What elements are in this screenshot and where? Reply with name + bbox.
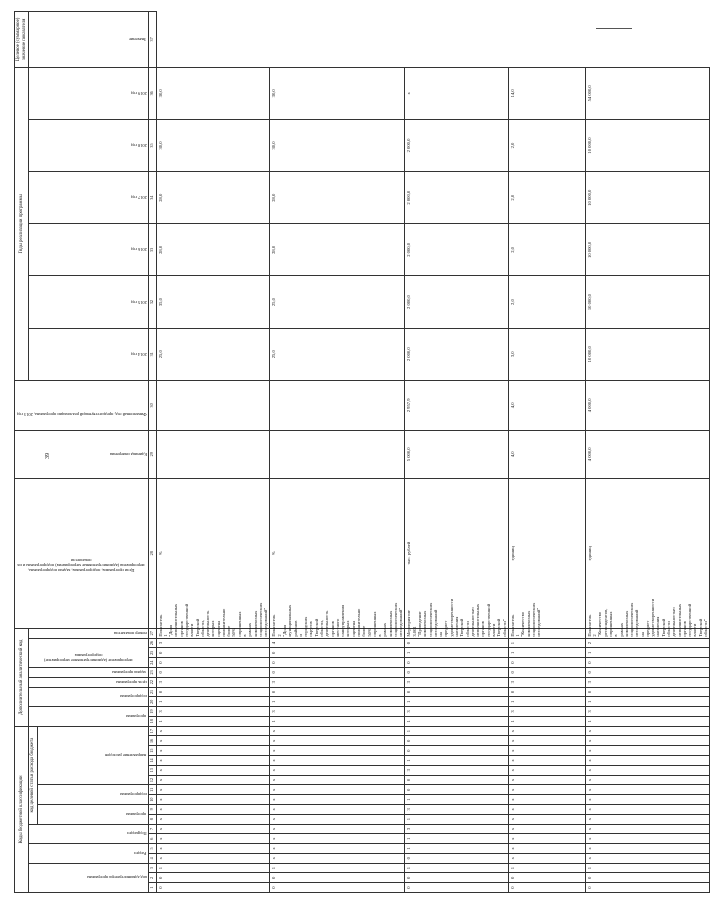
year-value-cell: 25,0	[270, 276, 405, 328]
program-header: программа	[37, 804, 148, 824]
year-2019-header: 2019 год	[29, 67, 149, 119]
code-cell: х	[156, 814, 270, 824]
code-cell: х	[508, 824, 585, 834]
code-cell: 0	[156, 883, 270, 893]
code-cell: 1	[270, 863, 405, 873]
code-cell: х	[156, 765, 270, 775]
code-cell: 3	[405, 765, 508, 775]
code-cell: х	[585, 746, 709, 756]
code-cell: 3	[405, 804, 508, 814]
code-cell: х	[156, 795, 270, 805]
code-cell: х	[156, 804, 270, 814]
code-cell: х	[156, 834, 270, 844]
code-cell: 1	[405, 795, 508, 805]
target-header: Целевое (суммарное) значение показателя	[15, 12, 29, 68]
column-number: 3	[148, 863, 156, 873]
code-cell: х	[585, 824, 709, 834]
code-cell: 1	[585, 863, 709, 873]
code-cell: 3	[156, 677, 270, 687]
code-cell: 4	[270, 638, 405, 648]
prev-year-header: Финансовый год, предшествующий реализации программы, 2013 год	[15, 380, 149, 430]
year-value-cell: 25,0	[270, 328, 405, 380]
code-cell: х	[508, 785, 585, 795]
code-cell: х	[508, 814, 585, 824]
column-number: 34	[148, 172, 156, 224]
code-cell: 0	[508, 667, 585, 677]
code-cell: 3	[405, 824, 508, 834]
code-cell: 1	[508, 697, 585, 707]
code-cell: х	[585, 834, 709, 844]
column-number: 25	[148, 648, 156, 658]
code-cell: х	[156, 746, 270, 756]
code-cell: х	[585, 853, 709, 863]
table-row	[270, 12, 405, 893]
column-number: 5	[148, 844, 156, 854]
code-cell: х	[270, 746, 405, 756]
code-cell: х	[508, 746, 585, 756]
column-number: 2	[148, 873, 156, 883]
code-cell: х	[270, 736, 405, 746]
code-cell: 1	[585, 697, 709, 707]
table-row	[508, 12, 585, 893]
code-cell: х	[585, 814, 709, 824]
code-cell: 0	[508, 658, 585, 668]
code-cell: х	[585, 775, 709, 785]
years-header: Годы реализации программы	[15, 67, 29, 380]
year-value-cell	[156, 380, 270, 430]
column-number: 31	[148, 328, 156, 380]
code-cell: х	[270, 834, 405, 844]
code-cell: х	[156, 853, 270, 863]
column-number: 10	[148, 795, 156, 805]
code-cell: х	[508, 765, 585, 775]
column-number: 9	[148, 804, 156, 814]
code-cell: 1	[405, 697, 508, 707]
year-value-cell: 2 000,0	[405, 172, 508, 224]
column-number: 13	[148, 765, 156, 775]
column-number: 36	[148, 67, 156, 119]
code-cell: 1	[156, 863, 270, 873]
code-cell: 3	[585, 707, 709, 717]
section-header: Раздел	[29, 844, 149, 864]
year-value-cell: 28,0	[156, 172, 270, 224]
unit-cell: единиц	[508, 478, 585, 628]
subprogram-add-header: подпрограмма	[29, 687, 149, 707]
code-cell: 3	[508, 677, 585, 687]
table-row	[156, 12, 270, 893]
prev-year-cell: 4,0	[508, 430, 585, 478]
code-cell: 1	[508, 638, 585, 648]
code-cell: 0	[156, 648, 270, 658]
year-value-cell: 2,0	[508, 172, 585, 224]
unit-cell: единиц	[585, 478, 709, 628]
subprogram-header: подпрограмма	[37, 785, 148, 805]
code-cell: 0	[585, 667, 709, 677]
code-cell: 0	[405, 853, 508, 863]
indicator-no-header: номер показателя	[29, 628, 149, 638]
table-row	[585, 12, 709, 893]
code-cell: 1	[508, 863, 585, 873]
code-cell: х	[270, 853, 405, 863]
row-description: Показатель 1 "Доля исполнительных органов государственной власти Тверской области, деятельность которых оценена положительно более 50% опрошенных в рамках комплексных социологических исследований"	[157, 602, 269, 637]
code-cell: х	[156, 736, 270, 746]
code-cell: х	[585, 804, 709, 814]
row-description: Показатель 1 "Количество комплексных социологических исследований"	[508, 628, 585, 638]
code-cell: 0	[270, 658, 405, 668]
year-2016-header: 2016 год	[29, 224, 149, 276]
code-cell: 0	[585, 873, 709, 883]
code-cell: х	[585, 795, 709, 805]
code-cell: 3	[270, 677, 405, 687]
code-cell: 0	[508, 687, 585, 697]
code-cell: 0	[585, 687, 709, 697]
code-cell: х	[585, 765, 709, 775]
code-cell: х	[270, 844, 405, 854]
year-value-cell: 3,0	[508, 328, 585, 380]
year-value-cell: 30,0	[270, 119, 405, 171]
code-cell: 1	[405, 834, 508, 844]
code-cell: х	[270, 804, 405, 814]
code-cell: 1	[585, 648, 709, 658]
code-cell: х	[508, 834, 585, 844]
program-table	[14, 11, 710, 893]
admin-code-header: код администратора программы	[29, 863, 149, 892]
code-cell: 0	[156, 687, 270, 697]
year-value-cell: 30,0	[156, 119, 270, 171]
column-number: 26	[148, 638, 156, 648]
year-value-cell: 10 000,0	[585, 276, 709, 328]
column-number: 7	[148, 824, 156, 834]
year-value-cell: 2 957,9	[405, 380, 508, 430]
code-cell: х	[585, 785, 709, 795]
prev-year-cell: 4 000,0	[585, 430, 709, 478]
column-number: 16	[148, 736, 156, 746]
year-value-cell: 10 000,0	[585, 119, 709, 171]
column-number: 30	[148, 380, 156, 430]
code-cell: 0	[405, 883, 508, 893]
code-cell: 3	[405, 677, 508, 687]
target-value-cell: 30,0	[156, 67, 270, 119]
page-number: 39	[45, 453, 51, 459]
column-number: 20	[148, 697, 156, 707]
column-number: 33	[148, 224, 156, 276]
code-cell: х	[508, 853, 585, 863]
code-cell: х	[508, 804, 585, 814]
code-cell: х	[508, 795, 585, 805]
code-cell: х	[508, 756, 585, 766]
year-value-cell: 10 000,0	[585, 172, 709, 224]
year-value-cell: 28,0	[156, 224, 270, 276]
code-cell: 0	[270, 873, 405, 883]
code-cell: х	[585, 844, 709, 854]
code-cell: 0	[405, 873, 508, 883]
year-2017-header: 2017 год	[29, 172, 149, 224]
column-number: 28	[148, 478, 156, 628]
subsection-header: Подраздел	[29, 824, 149, 844]
year-value-cell: 2 000,0	[405, 119, 508, 171]
code-cell: х	[508, 726, 585, 736]
code-cell: 1	[585, 716, 709, 726]
column-number: 37	[148, 12, 156, 68]
column-number: 4	[148, 853, 156, 863]
code-cell: х	[156, 844, 270, 854]
year-value-cell: 35,0	[156, 276, 270, 328]
column-number: 12	[148, 775, 156, 785]
divider-line	[596, 28, 632, 29]
code-cell: х	[270, 785, 405, 795]
column-number: 21	[148, 687, 156, 697]
code-cell: 3	[585, 677, 709, 687]
year-value-cell: 28,0	[270, 224, 405, 276]
year-value-cell: 2 000,0	[405, 328, 508, 380]
code-cell: 1	[405, 844, 508, 854]
code-cell: 0	[270, 883, 405, 893]
column-number: 22	[148, 677, 156, 687]
target-value-cell: 54 000,0	[585, 67, 709, 119]
year-value-cell: 2 000,0	[405, 224, 508, 276]
code-cell: х	[156, 824, 270, 834]
column-number: 6	[148, 834, 156, 844]
column-numbers-row	[148, 12, 156, 893]
code-cell: 1	[405, 726, 508, 736]
row-description: Показатель 2 "Количество респондентов, опрошенных в рамках комплексных социологических исследований на предмет удовлетворенности населения Тверской области деятельностью исполнительных органов государственной власти Тверской области"	[586, 598, 709, 637]
codes-header: Коды бюджетной классификации	[15, 726, 29, 892]
code-cell: 0	[585, 658, 709, 668]
code-cell: х	[270, 814, 405, 824]
year-value-cell: 2,0	[508, 224, 585, 276]
code-cell: х	[270, 756, 405, 766]
target-value-cell: х	[405, 67, 508, 119]
year-2014-header: 2014 год	[29, 328, 149, 380]
year-2015-header: 2015 год	[29, 276, 149, 328]
goals-header: Цели программы, подпрограммы, задачи подпрограммы, мероприятия (административные мероприятия) подпрограммы и их показатели	[15, 478, 149, 628]
column-number: 32	[148, 276, 156, 328]
code-cell: 0	[156, 873, 270, 883]
code-cell: 3	[156, 638, 270, 648]
program-add-header: программа	[29, 707, 149, 727]
target-value-cell: 30,0	[270, 67, 405, 119]
code-cell: 1	[508, 648, 585, 658]
code-cell: 1	[156, 697, 270, 707]
code-cell: х	[156, 756, 270, 766]
code-cell: 2	[585, 638, 709, 648]
column-number: 27	[148, 628, 156, 638]
code-cell: х	[585, 736, 709, 746]
code-cell: 1	[405, 756, 508, 766]
code-cell: 0	[405, 687, 508, 697]
column-number: 17	[148, 726, 156, 736]
unit-header: Единица измерения	[15, 430, 149, 478]
column-number: 11	[148, 785, 156, 795]
code-cell: х	[508, 736, 585, 746]
code-cell: 0	[508, 873, 585, 883]
code-cell: х	[585, 756, 709, 766]
year-value-cell: 10 000,0	[585, 328, 709, 380]
prev-year-cell	[270, 430, 405, 478]
column-number: 29	[148, 430, 156, 478]
code-cell: 1	[270, 697, 405, 707]
code-cell: 1	[405, 716, 508, 726]
code-cell: х	[156, 726, 270, 736]
row-description: Показатель 2 "Доля муниципальных районов и городских округов Тверской области, деятельность органов местного самоуправления которых оценена положительно более 50% опрошенных в рамках комплексных социологических исследований"	[271, 602, 404, 637]
code-cell: 0	[270, 667, 405, 677]
code-cell: 0	[585, 883, 709, 893]
prev-year-cell	[156, 430, 270, 478]
code-cell: 3	[405, 707, 508, 717]
column-number: 24	[148, 658, 156, 668]
year-value-cell: 4 000,0	[585, 380, 709, 430]
column-number: 35	[148, 119, 156, 171]
code-cell: 0	[508, 883, 585, 893]
code-cell: 1	[508, 716, 585, 726]
code-cell: 0	[156, 667, 270, 677]
code-cell: 0	[405, 638, 508, 648]
code-cell: х	[270, 775, 405, 785]
column-number: 14	[148, 756, 156, 766]
year-value-cell: 2,0	[508, 276, 585, 328]
code-cell: 0	[405, 785, 508, 795]
code-cell: 0	[405, 658, 508, 668]
code-cell: 1	[405, 814, 508, 824]
year-2018-header: 2018 год	[29, 119, 149, 171]
unit-cell: %	[270, 478, 405, 628]
code-cell: х	[270, 726, 405, 736]
unit-cell: тыс. рублей	[405, 478, 508, 628]
goal-header: цель программы	[29, 677, 149, 687]
code-cell: 3	[156, 707, 270, 717]
column-number: 19	[148, 707, 156, 717]
year-value-cell: 2 000,0	[405, 276, 508, 328]
task-header: задача программы	[29, 667, 149, 677]
column-number: 23	[148, 667, 156, 677]
code-cell: х	[156, 775, 270, 785]
code-cell: х	[508, 844, 585, 854]
code-cell: 1	[270, 716, 405, 726]
column-number: 18	[148, 716, 156, 726]
value-header: Значение	[29, 12, 149, 68]
code-cell: 3	[508, 707, 585, 717]
direction-header: направление расходов	[37, 726, 148, 785]
code-cell: х	[270, 824, 405, 834]
year-value-cell: 2,0	[508, 119, 585, 171]
row-description: Мероприятие 3.001 "Проведение комплексных социологических исследований на предмет удовлетворенности населения Тверской области деятельностью исполнительных органов государственной власти Тверской области"	[406, 598, 507, 637]
code-cell: 0	[270, 687, 405, 697]
prev-year-cell: 5 000,0	[405, 430, 508, 478]
code-cell: 0	[156, 658, 270, 668]
year-value-cell: 10 000,0	[585, 224, 709, 276]
table-row	[405, 12, 508, 893]
code-cell: 0	[405, 667, 508, 677]
code-cell: 1	[156, 716, 270, 726]
unit-cell: %	[156, 478, 270, 628]
code-cell: х	[270, 765, 405, 775]
code-cell: 1	[405, 648, 508, 658]
column-number: 1	[148, 883, 156, 893]
additional-code-header: Дополнительный аналитический код	[15, 628, 29, 726]
code-cell: х	[508, 775, 585, 785]
code-cell: 0	[405, 736, 508, 746]
code-cell: 1	[405, 863, 508, 873]
measure-header: мероприятие (административное мероприятие) подпрограммы	[29, 638, 149, 667]
column-number: 8	[148, 814, 156, 824]
year-value-cell	[270, 380, 405, 430]
target-value-cell: 14,0	[508, 67, 585, 119]
year-value-cell: 4,0	[508, 380, 585, 430]
code-cell: 0	[270, 648, 405, 658]
code-cell: х	[585, 726, 709, 736]
code-cell: х	[270, 795, 405, 805]
header-row-1	[15, 12, 29, 893]
code-cell: 0	[405, 746, 508, 756]
code-cell: х	[156, 785, 270, 795]
code-cell: 3	[270, 707, 405, 717]
code-cell: 0	[405, 775, 508, 785]
purpose-code-header: код целевой статьи расхода бюджета	[29, 726, 38, 824]
column-number: 15	[148, 746, 156, 756]
year-value-cell: 28,0	[270, 172, 405, 224]
year-value-cell: 25,0	[156, 328, 270, 380]
